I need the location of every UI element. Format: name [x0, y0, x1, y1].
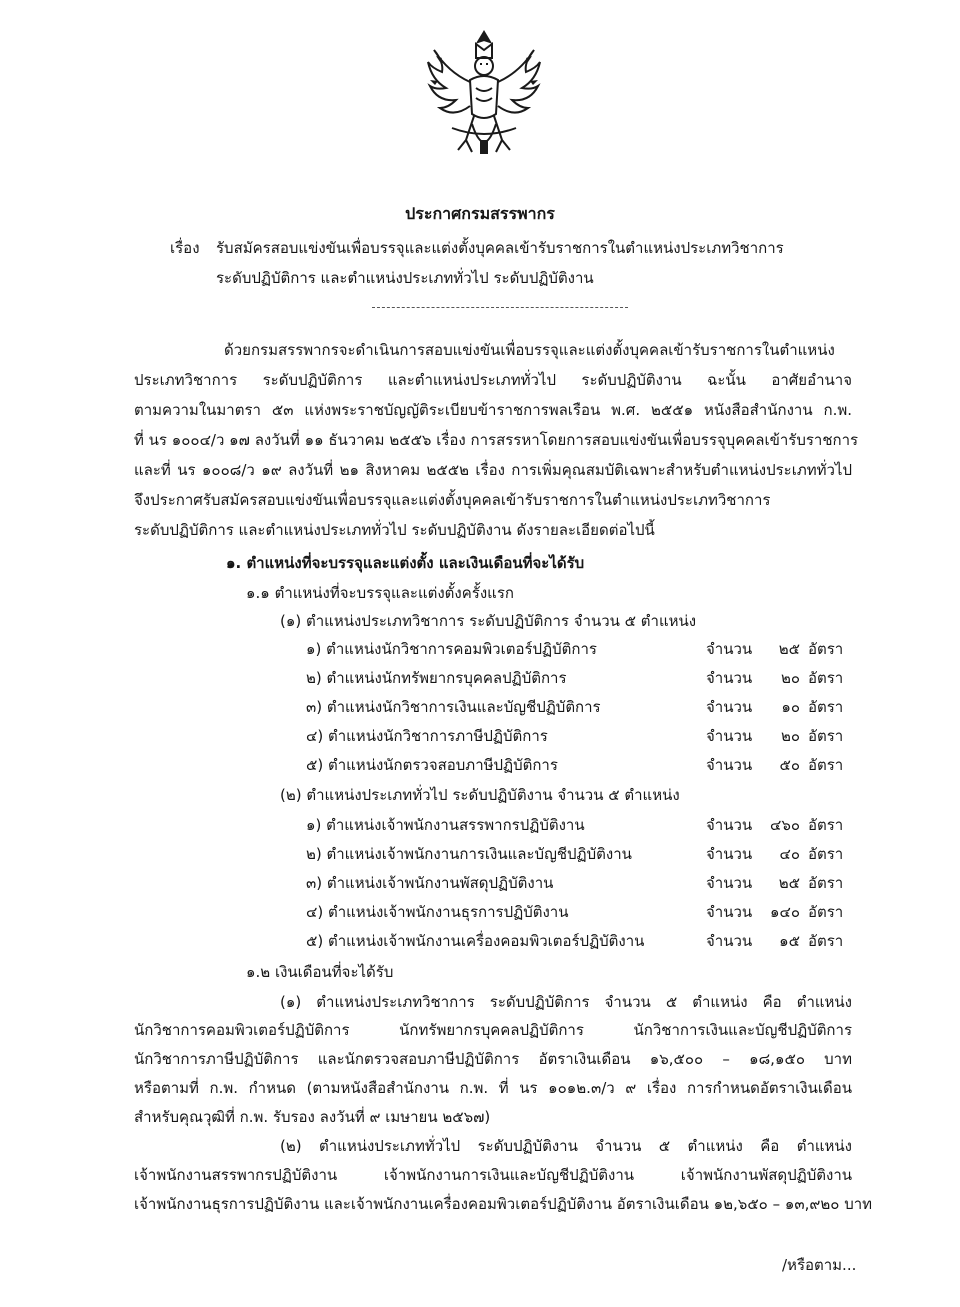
count-label: จำนวน: [706, 756, 753, 774]
count-unit: อัตรา: [808, 669, 844, 687]
count-label: จำนวน: [706, 727, 753, 745]
position-row: [0, 844, 960, 864]
position-count: ๕๐: [779, 756, 800, 774]
position-name: ๕) ตำแหน่งเจ้าพนักงานเครื่องคอมพิวเตอร์ปฏิบัติงาน: [306, 932, 645, 950]
position-name: ๓) ตำแหน่งนักวิชาการเงินและบัญชีปฏิบัติการ: [306, 698, 601, 716]
position-row: [0, 902, 960, 922]
position-row: [0, 931, 960, 951]
count-label: จำนวน: [706, 669, 753, 687]
position-row: [0, 873, 960, 893]
count-unit: อัตรา: [808, 756, 844, 774]
position-row: [0, 726, 960, 746]
group-heading: (๑) ตำแหน่งประเภทวิชาการ ระดับปฏิบัติการ จำนวน ๕ ตำแหน่ง: [280, 612, 697, 630]
subject-line-2: ระดับปฏิบัติการ และตำแหน่งประเภททั่วไป ระดับปฏิบัติงาน: [216, 269, 594, 287]
intro-line: ด้วยกรมสรรพากรจะดำเนินการสอบแข่งขันเพื่อบรรจุและแต่งตั้งบุคคลเข้ารับราชการในตำแหน่ง: [224, 341, 835, 359]
position-name: ๓) ตำแหน่งเจ้าพนักงานพัสดุปฏิบัติงาน: [306, 874, 554, 892]
position-count: ๑๐: [781, 698, 800, 716]
intro-line: ตามความในมาตรา ๕๓ แห่งพระราชบัญญัติระเบียบข้าราชการพลเรือน พ.ศ. ๒๕๕๑ หนังสือสำนักงาน ก.พ.: [134, 401, 852, 419]
position-name: ๕) ตำแหน่งนักตรวจสอบภาษีปฏิบัติการ: [306, 756, 558, 774]
group-heading: (๒) ตำแหน่งประเภททั่วไป ระดับปฏิบัติงาน จำนวน ๕ ตำแหน่ง: [280, 786, 680, 804]
position-count: ๔๖๐: [769, 816, 800, 834]
document-title: ประกาศกรมสรรพากร: [405, 204, 555, 223]
position-row: [0, 697, 960, 717]
intro-line: จึงประกาศรับสมัครสอบแข่งขันเพื่อบรรจุและแต่งตั้งบุคคลเข้ารับราชการในตำแหน่งประเภทวิชาการ: [134, 491, 771, 509]
title-divider: [372, 307, 628, 308]
subject-line-1: รับสมัครสอบแข่งขันเพื่อบรรจุและแต่งตั้งบุคคลเข้ารับราชการในตำแหน่งประเภทวิชาการ: [216, 239, 784, 257]
subject-label: เรื่อง: [170, 239, 200, 257]
salary-line: นักวิชาการคอมพิวเตอร์ปฏิบัติการ นักทรัพยากรบุคคลปฏิบัติการ นักวิชาการเงินและบัญชีปฏิบัติการ: [134, 1021, 852, 1039]
position-row: [0, 668, 960, 688]
salary-line: (๑) ตำแหน่งประเภทวิชาการ ระดับปฏิบัติการ จำนวน ๕ ตำแหน่ง คือ ตำแหน่ง: [280, 993, 852, 1011]
count-unit: อัตรา: [808, 845, 844, 863]
salary-line: สำหรับคุณวุฒิที่ ก.พ. รับรอง ลงวันที่ ๙ เมษายน ๒๕๖๗): [134, 1108, 491, 1126]
position-row: [0, 755, 960, 775]
count-label: จำนวน: [706, 640, 753, 658]
salary-line: (๒) ตำแหน่งประเภททั่วไป ระดับปฏิบัติงาน จำนวน ๕ ตำแหน่ง คือ ตำแหน่ง: [280, 1137, 852, 1155]
salary-line: เจ้าพนักงานธุรการปฏิบัติงาน และเจ้าพนักงานเครื่องคอมพิวเตอร์ปฏิบัติงาน อัตราเงินเดือน ๑๒,๖๕๐ – ๑๓,๙๒๐ บาท: [134, 1195, 873, 1213]
count-unit: อัตรา: [808, 874, 844, 892]
position-count: ๑๔๐: [769, 903, 800, 921]
count-unit: อัตรา: [808, 640, 844, 658]
page-continuation: /หรือตาม...: [782, 1256, 857, 1274]
position-count: ๒๐: [780, 727, 800, 745]
section-heading: ๑. ตำแหน่งที่จะบรรจุและแต่งตั้ง และเงินเดือนที่จะได้รับ: [226, 554, 585, 572]
count-label: จำนวน: [706, 845, 753, 863]
intro-line: และที่ นร ๑๐๐๘/ว ๑๙ ลงวันที่ ๒๑ สิงหาคม ๒๕๕๒ เรื่อง การเพิ่มคุณสมบัติเฉพาะสำหรับตำแหน่งประเภททั่วไป: [134, 461, 852, 479]
position-count: ๒๕: [778, 640, 800, 658]
subsection-heading: ๑.๒ เงินเดือนที่จะได้รับ: [246, 963, 394, 981]
count-label: จำนวน: [706, 932, 753, 950]
position-row: [0, 815, 960, 835]
intro-line: ระดับปฏิบัติการ และตำแหน่งประเภททั่วไป ระดับปฏิบัติงาน ดังรายละเอียดต่อไปนี้: [134, 521, 655, 539]
count-label: จำนวน: [706, 874, 753, 892]
count-unit: อัตรา: [808, 932, 844, 950]
intro-line: ประเภทวิชาการ ระดับปฏิบัติการ และตำแหน่งประเภททั่วไป ระดับปฏิบัติงาน ฉะนั้น อาศัยอำนาจ: [134, 371, 852, 389]
salary-line: หรือตามที่ ก.พ. กำหนด (ตามหนังสือสำนักงาน ก.พ. ที่ นร ๑๐๑๒.๓/ว ๙ เรื่อง การกำหนดอัตราเงินเดือน: [134, 1079, 852, 1097]
position-name: ๔) ตำแหน่งนักวิชาการภาษีปฏิบัติการ: [306, 727, 548, 745]
count-unit: อัตรา: [808, 698, 844, 716]
position-count: ๑๕: [779, 932, 800, 950]
subsection-heading: ๑.๑ ตำแหน่งที่จะบรรจุและแต่งตั้งครั้งแรก: [246, 584, 514, 602]
position-count: ๔๐: [779, 845, 800, 863]
count-label: จำนวน: [706, 698, 753, 716]
count-label: จำนวน: [706, 903, 753, 921]
position-name: ๑) ตำแหน่งเจ้าพนักงานสรรพากรปฏิบัติงาน: [306, 816, 585, 834]
position-name: ๑) ตำแหน่งนักวิชาการคอมพิวเตอร์ปฏิบัติการ: [306, 640, 597, 658]
salary-line: นักวิชาการภาษีปฏิบัติการ และนักตรวจสอบภาษีปฏิบัติการ อัตราเงินเดือน ๑๖,๕๐๐ – ๑๘,๑๕๐ บาท: [134, 1050, 852, 1068]
position-row: [0, 639, 960, 659]
count-unit: อัตรา: [808, 903, 844, 921]
position-name: ๒) ตำแหน่งนักทรัพยากรบุคคลปฏิบัติการ: [306, 669, 567, 687]
garuda-emblem-icon: [422, 28, 546, 164]
position-name: ๒) ตำแหน่งเจ้าพนักงานการเงินและบัญชีปฏิบัติงาน: [306, 845, 632, 863]
intro-line: ที่ นร ๑๐๐๔/ว ๑๗ ลงวันที่ ๑๑ ธันวาคม ๒๕๕๖ เรื่อง การสรรหาโดยการสอบแข่งขันเพื่อบรรจุบุคคลเข้ารับราชการ: [134, 431, 859, 449]
count-label: จำนวน: [706, 816, 753, 834]
position-count: ๒๕: [778, 874, 800, 892]
position-count: ๒๐: [780, 669, 800, 687]
position-name: ๔) ตำแหน่งเจ้าพนักงานธุรการปฏิบัติงาน: [306, 903, 569, 921]
salary-line: เจ้าพนักงานสรรพากรปฏิบัติงาน เจ้าพนักงานการเงินและบัญชีปฏิบัติงาน เจ้าพนักงานพัสดุปฏิบัติงาน: [134, 1166, 852, 1184]
count-unit: อัตรา: [808, 727, 844, 745]
count-unit: อัตรา: [808, 816, 844, 834]
